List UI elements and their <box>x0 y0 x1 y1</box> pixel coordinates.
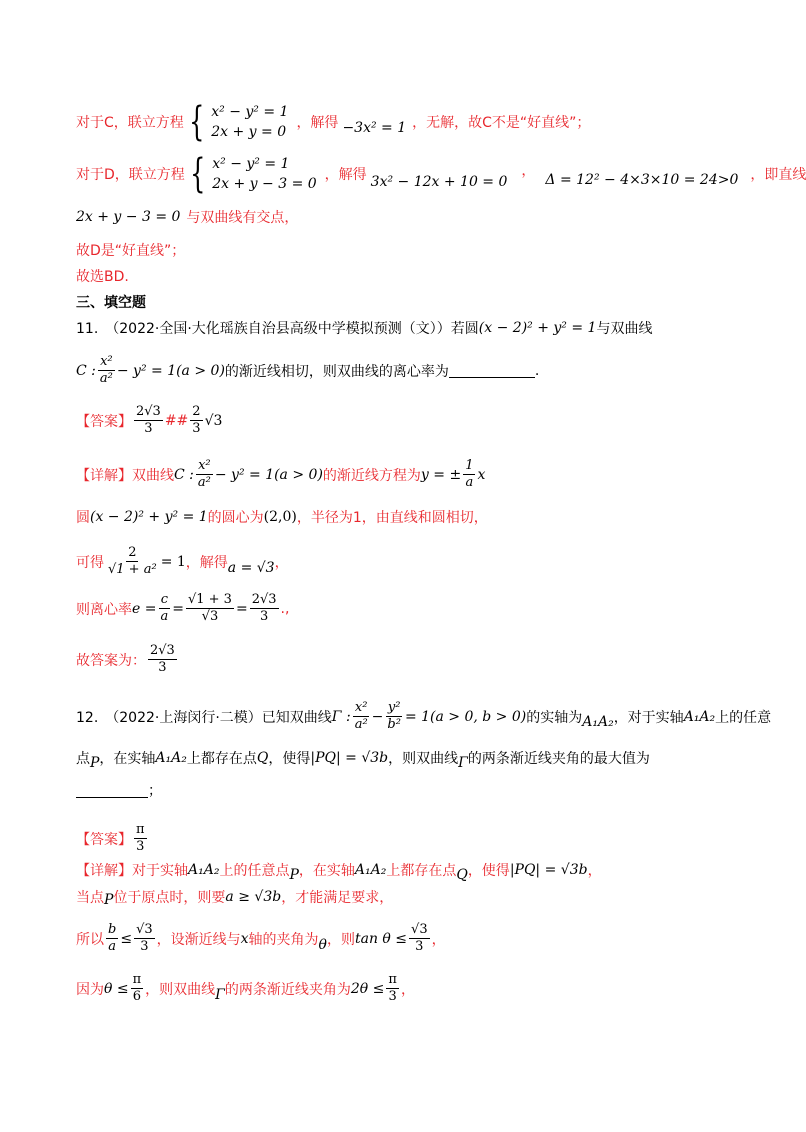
solution-line-c <box>76 99 591 145</box>
brace-symbol: { <box>189 151 206 197</box>
math: A₁A₂ <box>188 862 220 878</box>
question-12-line3 <box>76 780 162 800</box>
solution-line-d <box>76 151 806 197</box>
numerator: x² <box>100 354 113 369</box>
denominator: 3 <box>158 660 167 675</box>
math: (2,0) <box>263 509 297 525</box>
text: ， <box>274 554 289 571</box>
fraction <box>186 592 234 625</box>
math: (x − 2)² + y² = 1 <box>478 320 597 336</box>
text: 因为 <box>76 981 104 998</box>
text: 位于原点时，则要 <box>113 890 226 906</box>
text: 圆 <box>76 510 90 526</box>
text: 故答案为： <box>76 652 146 669</box>
math: e = <box>132 600 157 617</box>
numerator: π <box>388 972 397 987</box>
denominator: a² <box>354 717 368 732</box>
detail-11-line5 <box>76 643 179 676</box>
text: 上都存在点 <box>386 863 457 879</box>
numerator: 2 <box>192 404 201 419</box>
math: = 1(a > 0, b > 0) <box>404 708 527 725</box>
text: ，设渐近线与 <box>156 931 241 948</box>
text: ， <box>400 981 415 998</box>
math: √3 <box>204 412 223 429</box>
text: 与双曲线 <box>596 321 653 337</box>
numerator: π <box>136 822 145 837</box>
fraction <box>158 592 170 625</box>
denominator: 3 <box>192 421 201 436</box>
fraction <box>353 700 370 733</box>
text: 所以 <box>76 931 104 948</box>
numerator: x² <box>198 458 211 473</box>
math: − y² = 1(a > 0) <box>214 466 323 483</box>
detail-11-line1 <box>76 458 485 491</box>
text: ，才能满足要求， <box>281 890 394 906</box>
math: |PQ| = √3b <box>509 862 588 878</box>
text: ， <box>431 931 446 948</box>
text: 轴的夹角为 <box>248 931 319 948</box>
solution-line-d2 <box>76 207 298 227</box>
math: P <box>104 892 114 908</box>
math: a = √3 <box>227 559 275 576</box>
text: ## <box>164 412 189 429</box>
math: 2θ ≤ <box>350 980 385 997</box>
math: x <box>240 930 249 947</box>
fraction <box>463 458 475 491</box>
numerator: b <box>108 922 117 937</box>
text: 12. （2022·上海闵行·二模）已知双曲线 <box>76 709 332 726</box>
math: = <box>172 600 184 617</box>
text: ， <box>587 863 602 879</box>
math: − <box>371 708 384 725</box>
numerator: 2√3 <box>251 592 277 607</box>
numerator: √3 <box>411 922 428 937</box>
denominator: 3 <box>415 939 424 954</box>
solution-select <box>76 266 129 286</box>
math: Γ <box>458 755 468 771</box>
text: 可得 <box>76 554 104 571</box>
math: P <box>90 755 100 771</box>
text: 的两条渐近线夹角为 <box>224 981 351 998</box>
brace-symbol: { <box>188 99 205 145</box>
denominator: a <box>160 609 169 624</box>
numerator: 1 <box>465 458 474 473</box>
denominator: a² <box>99 371 113 386</box>
math: θ <box>318 936 327 953</box>
question-12-line1 <box>76 700 771 733</box>
fraction <box>386 972 399 1005</box>
math: θ ≤ <box>104 980 129 997</box>
denominator: a² <box>197 475 211 490</box>
question-12-line2 <box>76 748 650 771</box>
fraction <box>134 822 147 855</box>
denominator: b² <box>387 717 401 732</box>
detail-11-line4 <box>76 592 289 625</box>
text: ., <box>280 600 290 617</box>
numerator: 2√3 <box>150 643 175 658</box>
math: Γ : <box>331 708 351 725</box>
math: ≤ <box>120 930 133 947</box>
math: Γ <box>215 986 225 1003</box>
detail-11-line2 <box>76 507 488 527</box>
text: 当点 <box>76 890 104 906</box>
answer-label: 【答案】 <box>76 831 132 848</box>
solution-line-d3 <box>76 240 185 260</box>
answer-label: 【答案】 <box>76 413 132 430</box>
detail-label: 【详解】 <box>76 863 132 879</box>
denominator: 6 <box>132 989 142 1004</box>
text: ，在实轴 <box>298 863 355 879</box>
math: 2x + y − 3 = 0 <box>76 209 181 225</box>
text: ，无解，故C不是“好直线”； <box>412 115 591 131</box>
text: 上都存在点 <box>186 751 257 767</box>
text: 三、填空题 <box>76 295 146 311</box>
math: A₁A₂ <box>683 708 716 725</box>
fraction <box>148 643 177 676</box>
numerator: c <box>160 592 168 607</box>
question-11-line2 <box>76 354 539 387</box>
text: ，则双曲线 <box>145 981 216 998</box>
section-title <box>76 292 146 312</box>
math: − y² = 1(a > 0) <box>116 362 225 379</box>
answer-blank <box>449 363 535 378</box>
math: |PQ| = √3b <box>310 750 389 766</box>
fraction <box>134 404 163 437</box>
text: ，解得 <box>185 554 228 571</box>
math: = 1 <box>160 553 186 570</box>
numerator: 2 <box>128 545 137 560</box>
numerator: √3 <box>136 922 153 937</box>
math: A₁A₂ <box>582 713 614 730</box>
math: C : <box>76 362 96 379</box>
text: ； <box>148 783 162 799</box>
math: y = ± <box>420 466 462 483</box>
question-11-line1 <box>76 318 652 338</box>
math: Δ = 12² − 4×3×10 = 24>0 <box>545 172 739 188</box>
text: 的圆心为 <box>207 510 264 526</box>
text: 双曲线 <box>132 467 174 484</box>
equation: x² − y² = 1 <box>212 156 290 172</box>
denominator: 3 <box>388 989 397 1004</box>
text: ，则 <box>326 931 355 948</box>
equation: x² − y² = 1 <box>211 104 289 120</box>
math: Q <box>256 750 269 766</box>
fraction <box>106 545 159 578</box>
denominator: √1 + a² <box>108 562 157 577</box>
math: Q <box>456 867 468 883</box>
numerator: x² <box>354 700 368 715</box>
text: ，解得 <box>324 167 367 183</box>
denominator: 3 <box>140 939 149 954</box>
denominator: √3 <box>201 609 219 624</box>
detail-12-line2 <box>76 887 393 907</box>
detail-12-line1 <box>76 860 602 883</box>
text: 对于实轴 <box>132 863 188 879</box>
text: ，即直线 <box>750 167 806 183</box>
math: x <box>477 466 486 483</box>
denominator: 3 <box>259 609 269 624</box>
math: A₁A₂ <box>155 750 187 766</box>
text: 的渐近线相切，则双曲线的离心率为 <box>224 363 449 380</box>
math: = <box>235 600 248 617</box>
detail-12-line4 <box>76 972 415 1005</box>
text: 的渐近线方程为 <box>322 467 421 484</box>
math: tan θ ≤ <box>354 930 408 947</box>
text: 的实轴为 <box>526 709 583 726</box>
text: 对于C，联立方程 <box>76 115 184 131</box>
fraction <box>196 458 213 491</box>
fraction <box>409 922 430 955</box>
text: ，对于实轴 <box>613 709 684 726</box>
fraction <box>385 700 403 733</box>
denominator: a <box>465 475 474 490</box>
denominator: a <box>108 939 117 954</box>
math: a ≥ √3b <box>225 889 282 905</box>
text: ，使得 <box>268 751 311 767</box>
text: ，则双曲线 <box>388 751 459 767</box>
fraction <box>98 354 115 387</box>
text: . <box>534 362 540 379</box>
text: 则离心率 <box>76 601 132 618</box>
math: A₁A₂ <box>354 862 387 878</box>
text: 上的任意点 <box>219 863 290 879</box>
text: 的两条渐近线夹角的最大值为 <box>467 751 650 767</box>
numerator: π <box>132 972 142 987</box>
fraction <box>131 972 144 1005</box>
equation-system <box>212 154 316 194</box>
text: ，解得 <box>296 115 339 131</box>
math: −3x² = 1 <box>342 120 407 136</box>
fraction <box>134 922 155 955</box>
fraction <box>190 404 202 437</box>
denominator: 3 <box>136 839 145 854</box>
fraction <box>250 592 279 625</box>
equation-system <box>211 102 288 142</box>
equation: 2x + y − 3 = 0 <box>212 176 317 192</box>
math: 3x² − 12x + 10 = 0 <box>370 174 508 190</box>
fraction <box>106 922 118 955</box>
math: P <box>289 867 299 883</box>
text: 对于D，联立方程 <box>76 167 185 183</box>
text: ，半径为1，由直线和圆相切， <box>296 510 488 526</box>
math: (x − 2)² + y² = 1 <box>90 509 208 525</box>
text: 上的任意 <box>715 709 772 726</box>
denominator: 3 <box>144 421 153 436</box>
text: 故D是“好直线”； <box>76 243 186 259</box>
text: 与双曲线有交点， <box>186 210 299 226</box>
detail-12-line3 <box>76 922 446 955</box>
numerator: y² <box>387 700 401 715</box>
math: C : <box>174 466 194 483</box>
text: 点 <box>76 751 90 767</box>
equation: 2x + y = 0 <box>211 124 287 140</box>
answer-blank <box>76 783 148 798</box>
detail-label: 【详解】 <box>76 467 132 484</box>
detail-11-line3 <box>76 545 289 578</box>
answer-11 <box>76 404 222 437</box>
numerator: 2√3 <box>136 404 161 419</box>
text: ，使得 <box>467 863 510 879</box>
answer-12 <box>76 822 149 855</box>
text: ， <box>521 163 536 179</box>
text: ，在实轴 <box>99 751 156 767</box>
numerator: √1 + 3 <box>187 592 232 607</box>
text: 故选BD. <box>76 269 129 285</box>
text: 11. （2022·全国·大化瑶族自治县高级中学模拟预测（文））若圆 <box>76 321 479 337</box>
